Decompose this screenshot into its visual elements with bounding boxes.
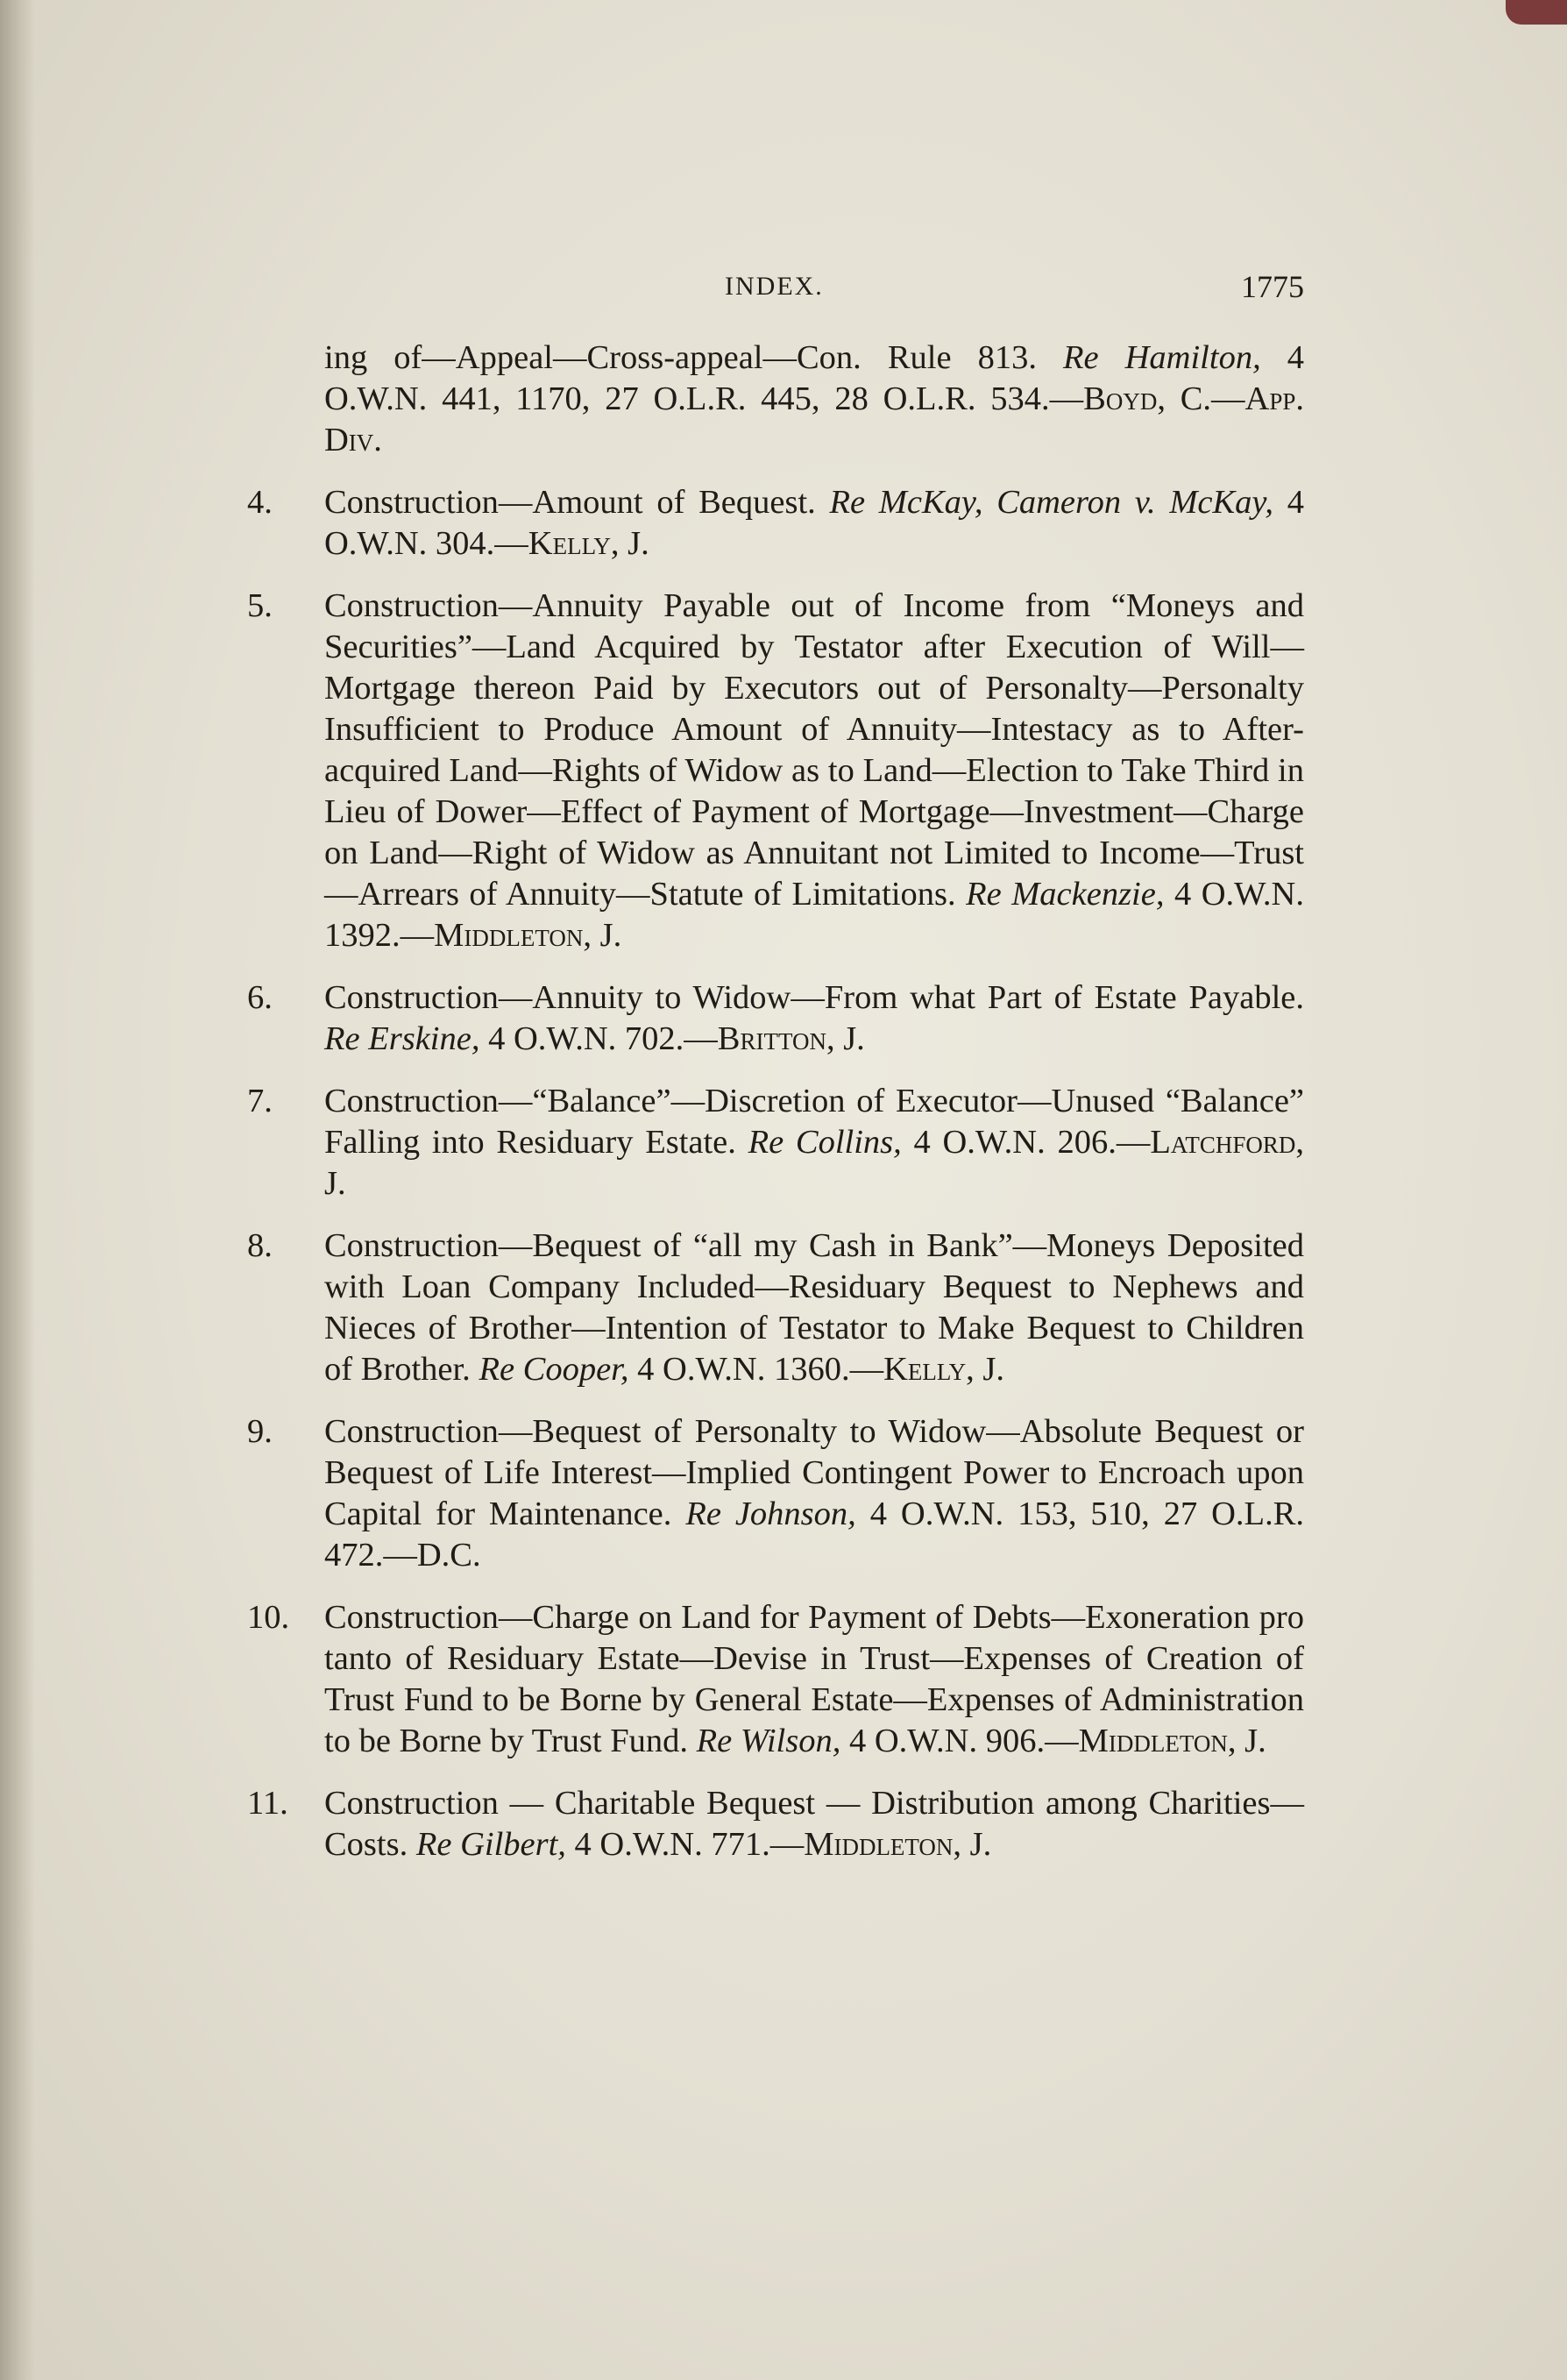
binding-corner [1506,0,1567,25]
citation: 4 O.W.N. 702.— [479,1020,718,1057]
entry-text: Construction—Charge on Land for Payment of Debts—Exoneration pro tanto of Residuary Estate—Devise in Trust—Expenses of Creation of Trust Fund to be Borne by General Estate—Expenses of Administration to be Borne by Trust Fund. [324,1599,1304,1759]
citation: 4 O.W.N. 1360.— [628,1351,884,1388]
citation: 4 O.W.N. 304.— [324,484,1304,562]
index-entry-4 [247,482,1304,565]
case-name: Re Cooper, [479,1351,629,1388]
case-name: Re Johnson, [685,1495,856,1532]
entry-number: 7. [247,1083,273,1119]
index-entry-7 [247,1081,1304,1204]
citation: 4 O.W.N. 771.— [565,1826,805,1863]
case-name: Re Gilbert, [415,1826,566,1863]
judge: Middleton, J. [804,1826,992,1863]
citation: 4 O.W.N. 153, 510, 27 O.L.R. 472.— [324,1495,1304,1574]
citation: 4 O.W.N. 906.— [840,1723,1079,1759]
index-entry-8 [247,1226,1304,1390]
entry-text: Construction—Bequest of “all my Cash in Bank”—Moneys Deposited with Loan Company Included—Residuary Bequest to Nephews and Nieces of Brother—Intention of Testator to Make Bequest to Children of Brother. [324,1227,1304,1388]
continued-entry [247,337,1304,461]
entry-text: Construction—“Balance”—Discretion of Executor—Unused “Balance” Falling into Residuary Estate. [324,1083,1304,1161]
index-entry-11 [247,1783,1304,1865]
entry-text: Construction — Charitable Bequest — Distribution among Charities—Costs. [324,1785,1304,1863]
entry-text: ing of—Appeal—Cross-appeal—Con. Rule 813. [324,339,1063,376]
entry-number: 10. [247,1599,290,1636]
book-spine-shadow [0,0,35,2380]
case-name: Re Wilson, [696,1723,841,1759]
index-entry-10 [247,1597,1304,1762]
entry-number: 4. [247,484,273,521]
entry-number: 9. [247,1413,273,1450]
case-name: Re Erskine, [324,1020,480,1057]
index-entry-6 [247,977,1304,1060]
citation: 4 O.W.N. 1392.— [324,876,1304,954]
entry-number: 8. [247,1227,273,1264]
index-entry-5 [247,586,1304,956]
entry-number: 6. [247,979,273,1016]
case-name: Re Collins, [748,1124,902,1161]
case-name: Re McKay, Cameron v. McKay, [829,484,1274,521]
judge: D.C. [416,1537,481,1574]
page-number: 1775 [1241,269,1304,304]
index-entry-9 [247,1411,1304,1576]
citation: 4 O.W.N. 441, 1170, 27 O.L.R. 445, 28 O.L.R. 534.— [324,339,1304,417]
page-title: INDEX. [725,272,824,301]
entry-text: Construction—Annuity Payable out of Income from “Moneys and Securities”—Land Acquired by Testator after Execution of Will—Mortgage thereon Paid by Executors out of Personalty—Personalty Insufficient to Produce Amount of Annuity—Intestacy as to After-acquired Land—Rights of Widow as to Land—Election to Take Third in Lieu of Dower—Effect of Payment of Mortgage—Investment—Charge on Land—Right of Widow as Annuitant not Limited to Income—Trust—Arrears of Annuity—Statute of Limitations. [324,587,1304,913]
citation: 4 O.W.N. 206.— [901,1124,1151,1161]
running-head [247,268,1304,307]
judge: Latchford, J. [324,1124,1304,1202]
judge: Kelly, J. [528,525,649,562]
index-body [247,337,1304,1886]
case-name: Re Mackenzie, [966,876,1165,913]
entry-text: Construction—Annuity to Widow—From what Part of Estate Payable. [324,979,1304,1016]
case-name: Re Hamilton, [1062,339,1261,376]
entry-number: 5. [247,587,273,624]
entry-text: Construction—Bequest of Personalty to Widow—Absolute Bequest or Bequest of Life Interest—Implied Contingent Power to Encroach upon Capital for Maintenance. [324,1413,1304,1532]
judge: Middleton, J. [1078,1723,1266,1759]
judge: Kelly, J. [883,1351,1005,1388]
judge: Middleton, J. [434,917,622,954]
entry-text: Construction—Amount of Bequest. [324,484,830,521]
judge: Britton, J. [717,1020,865,1057]
entry-number: 11. [247,1785,288,1822]
judge: Boyd, C.—App. Div. [324,380,1304,458]
